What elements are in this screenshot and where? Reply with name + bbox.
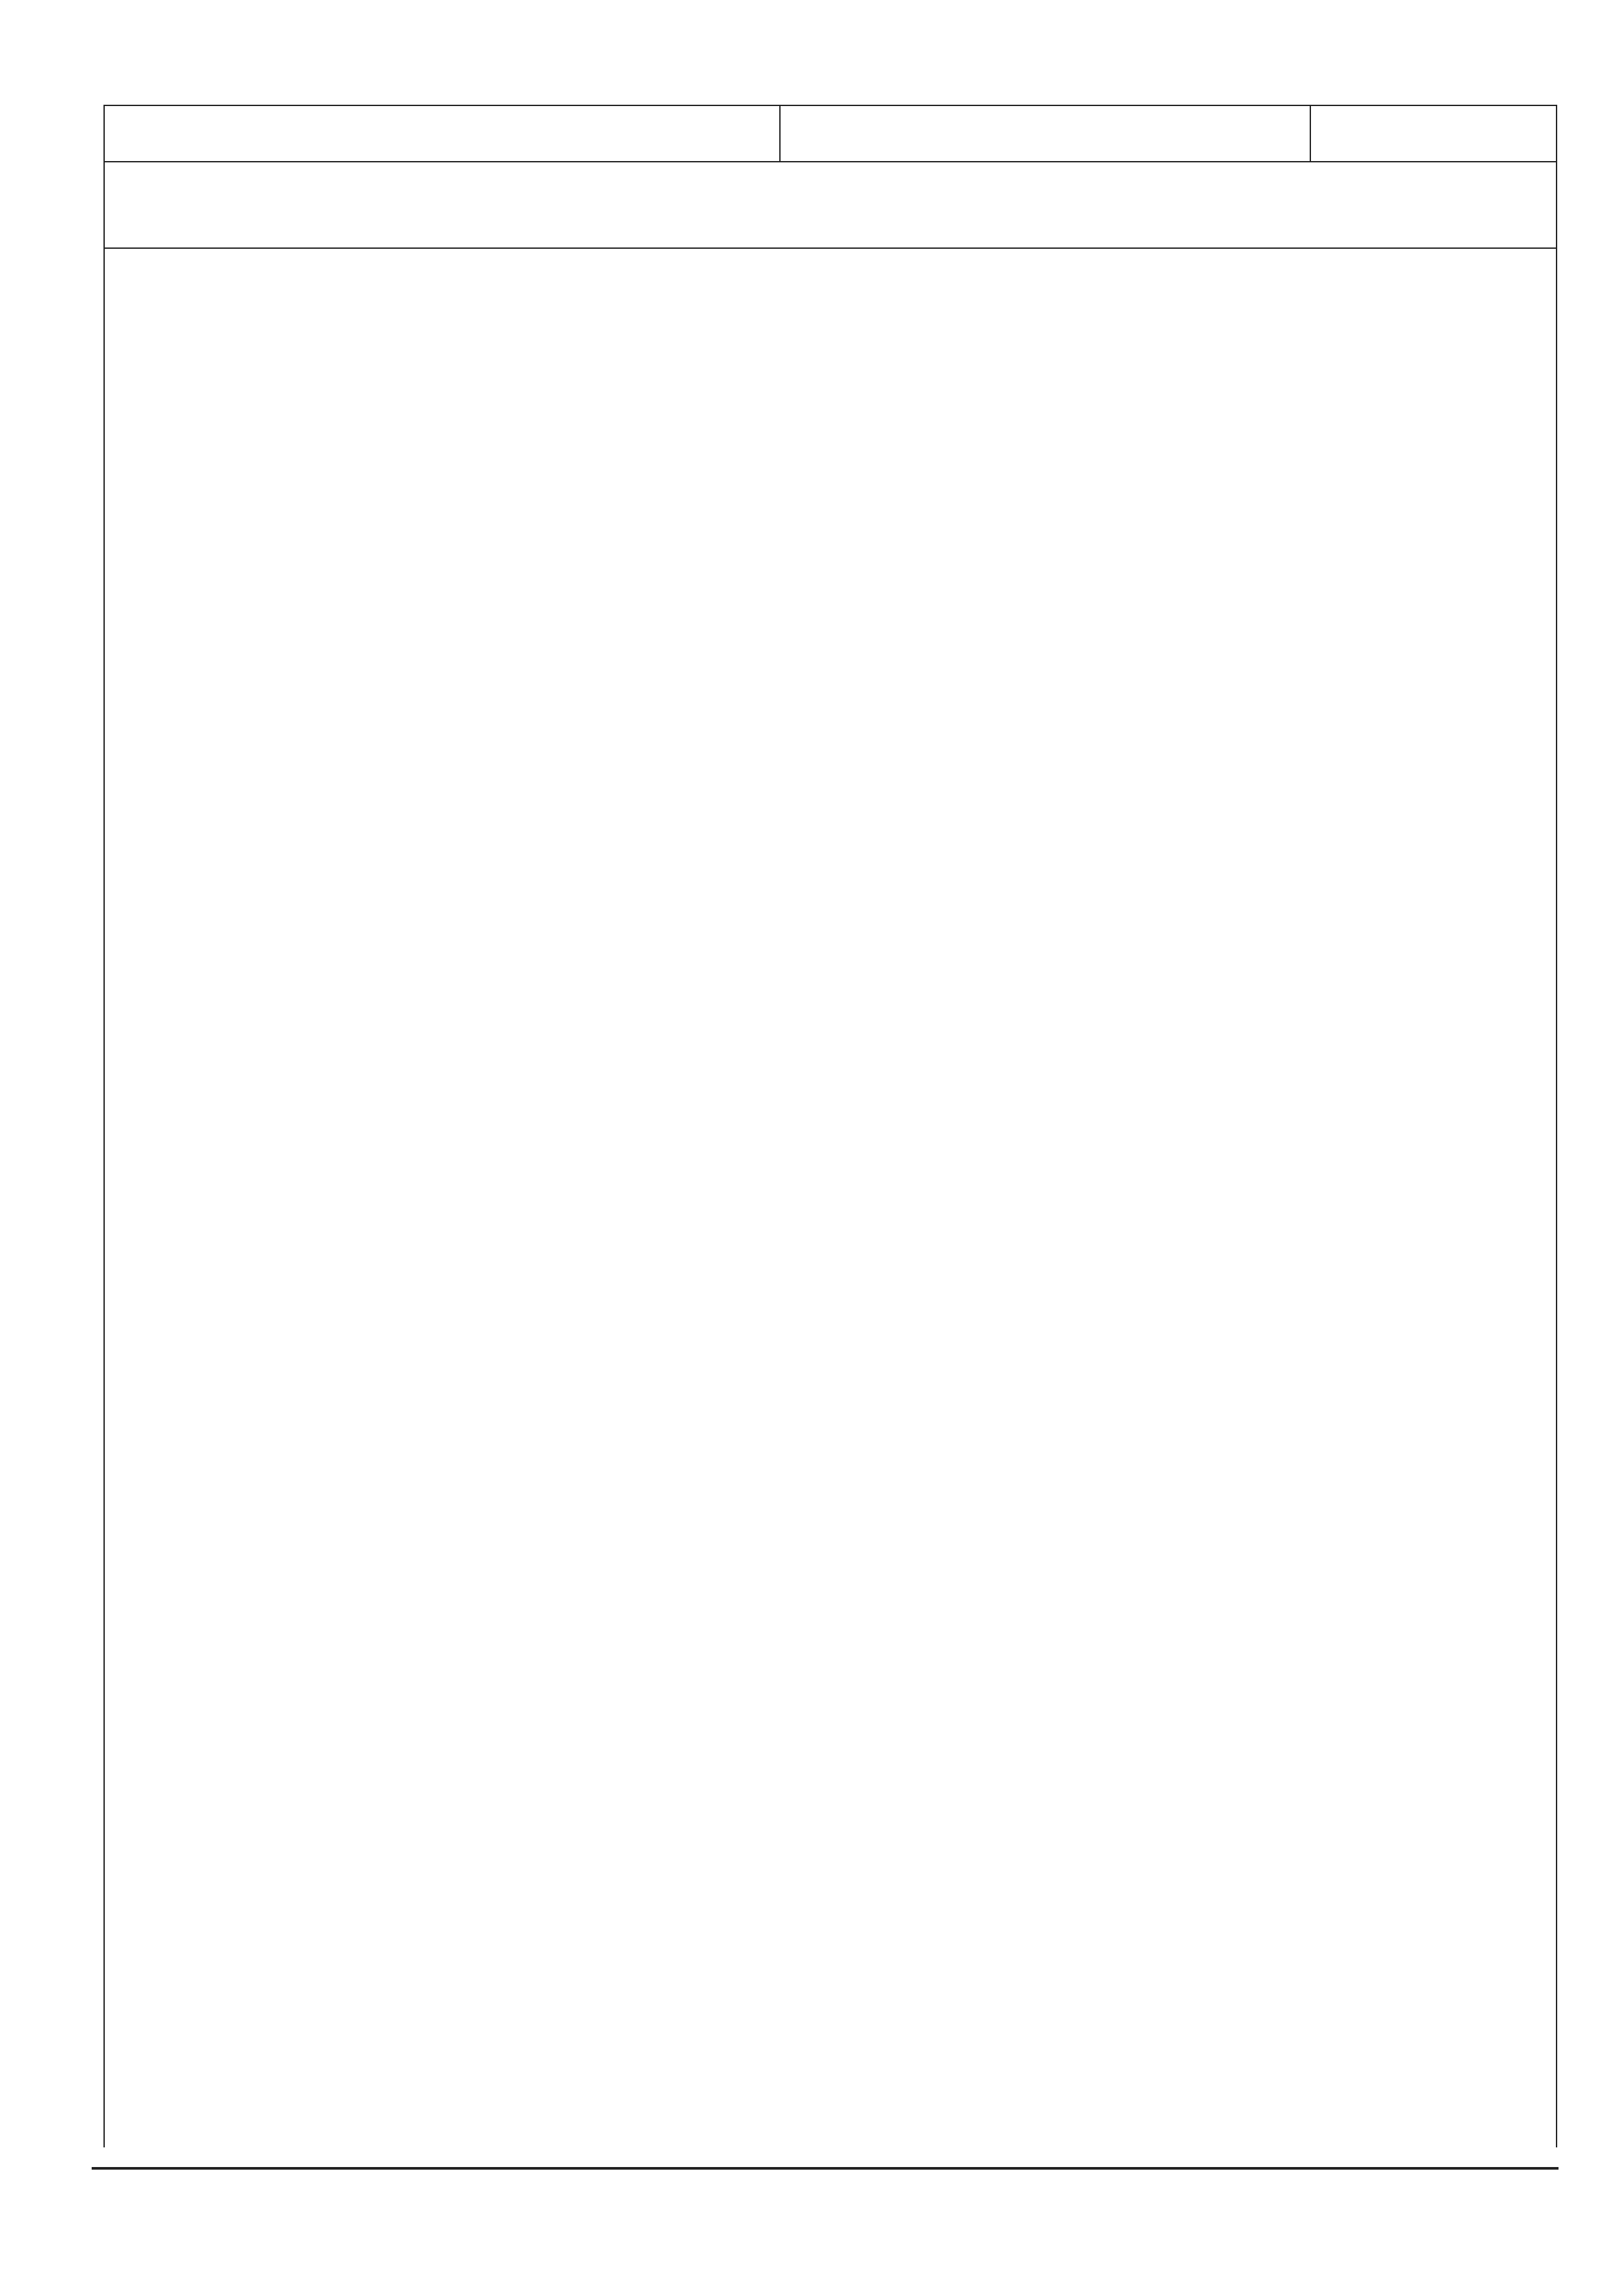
top-summary — [105, 162, 1556, 249]
table-header — [105, 105, 1556, 162]
footer-divider — [92, 2167, 1559, 2170]
livestock-table — [103, 105, 1557, 2147]
